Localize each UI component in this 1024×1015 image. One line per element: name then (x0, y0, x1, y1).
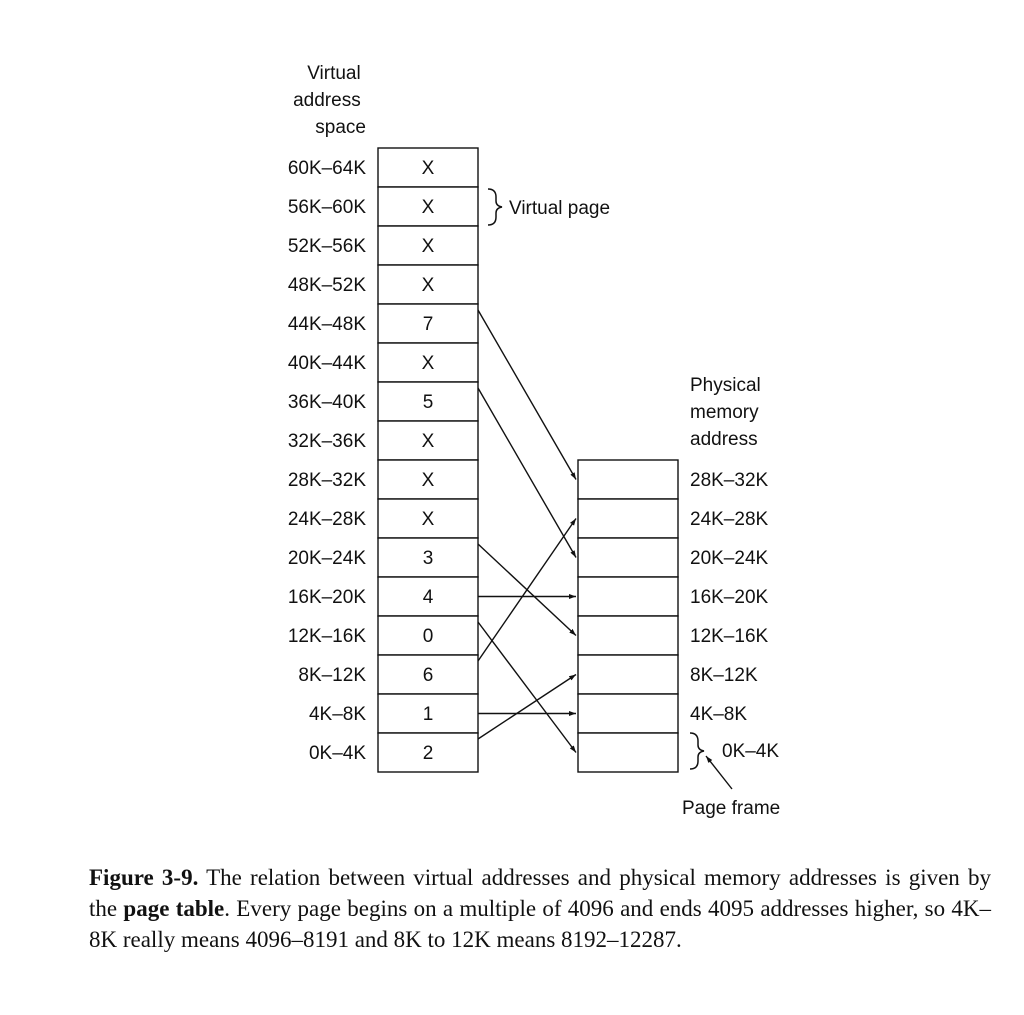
page-table-entry: 5 (422, 392, 434, 413)
physical-range-label: 4K–8K (690, 704, 748, 725)
caption-text: The relation between virtual addresses and physical memory addresses is given by the (89, 865, 991, 921)
virtual-range-label: 24K–28K (287, 509, 366, 530)
virtual-title-line: Virtual (307, 63, 361, 84)
page-frame-range-label: 0K–4K (722, 741, 780, 762)
virtual-space-title (293, 63, 366, 138)
page-frame-cell (578, 577, 678, 616)
virtual-range-label: 44K–48K (287, 314, 366, 335)
page-table-entry: X (421, 275, 435, 296)
physical-range-label: 28K–32K (690, 470, 769, 491)
physical-range-label: 24K–28K (690, 509, 769, 530)
page-table-entry: 6 (422, 665, 434, 686)
caption-text: . Every page begins on a multiple of 4096 and ends 4095 addresses higher, so 4K–8K really means 4096–8191 and 8K to 12K means 8192–12287. (89, 896, 992, 952)
page-table-entry: X (421, 431, 435, 452)
virtual-range-label: 8K–12K (298, 665, 366, 686)
virtual-range-label: 20K–24K (287, 548, 366, 569)
physical-frame-table (578, 460, 769, 772)
virtual-range-label: 48K–52K (287, 275, 366, 296)
page-table-entry: 3 (422, 548, 434, 569)
physical-memory-title (690, 375, 766, 450)
mapping-arrow (478, 388, 576, 558)
page-table-entry: 1 (422, 704, 434, 725)
page-frame-cell (578, 460, 678, 499)
mapping-arrow (478, 310, 576, 480)
virtual-range-label: 52K–56K (287, 236, 366, 257)
physical-title-line: address (690, 429, 758, 450)
page-table-entry: 0 (422, 626, 434, 647)
mapping-arrows (478, 310, 576, 753)
virtual-range-label: 12K–16K (287, 626, 366, 647)
page-frame-cell (578, 499, 678, 538)
page-table-entry: X (421, 470, 435, 491)
virtual-range-label: 16K–20K (287, 587, 366, 608)
physical-title-line: Physical (690, 375, 761, 396)
physical-title-line: memory (690, 402, 759, 423)
page-frame-brace (690, 733, 704, 769)
page-table-entry: X (421, 509, 435, 530)
virtual-range-label: 0K–4K (308, 743, 366, 764)
page-table-entry: X (421, 197, 435, 218)
physical-range-label: 12K–16K (690, 626, 769, 647)
virtual-range-label: 28K–32K (287, 470, 366, 491)
page-table-entry: 2 (422, 743, 434, 764)
physical-range-label: 16K–20K (690, 587, 769, 608)
page-frame-label: Page frame (682, 798, 781, 819)
mapping-arrow (478, 675, 576, 740)
mapping-arrow (478, 519, 576, 662)
page-table-entry: X (421, 236, 435, 257)
virtual-page-label: Virtual page (509, 198, 611, 219)
virtual-title-line: address (293, 90, 361, 111)
physical-range-label: 20K–24K (690, 548, 769, 569)
page-frame-cell (578, 655, 678, 694)
caption-bold-term: page table (123, 896, 225, 921)
page-table-entry: X (421, 158, 435, 179)
mapping-arrow (478, 622, 576, 753)
page-frame-cell (578, 616, 678, 655)
page-table-entry: 7 (422, 314, 434, 335)
page-frame-cell (578, 694, 678, 733)
page-frame-cell (578, 538, 678, 577)
virtual-title-line: space (315, 117, 366, 138)
virtual-range-label: 36K–40K (287, 392, 366, 413)
virtual-range-label: 60K–64K (287, 158, 366, 179)
virtual-page-table (288, 148, 478, 772)
virtual-range-label: 4K–8K (308, 704, 366, 725)
caption-label: Figure 3-9. (89, 865, 199, 890)
virtual-range-label: 56K–60K (287, 197, 366, 218)
figure-caption (89, 862, 991, 955)
virtual-page-brace (488, 189, 502, 225)
virtual-range-label: 32K–36K (287, 431, 366, 452)
physical-range-label: 8K–12K (690, 665, 758, 686)
page-table-entry: X (421, 353, 435, 374)
virtual-range-label: 40K–44K (287, 353, 366, 374)
page-table-entry: 4 (422, 587, 434, 608)
page-frame-cell (578, 733, 678, 772)
